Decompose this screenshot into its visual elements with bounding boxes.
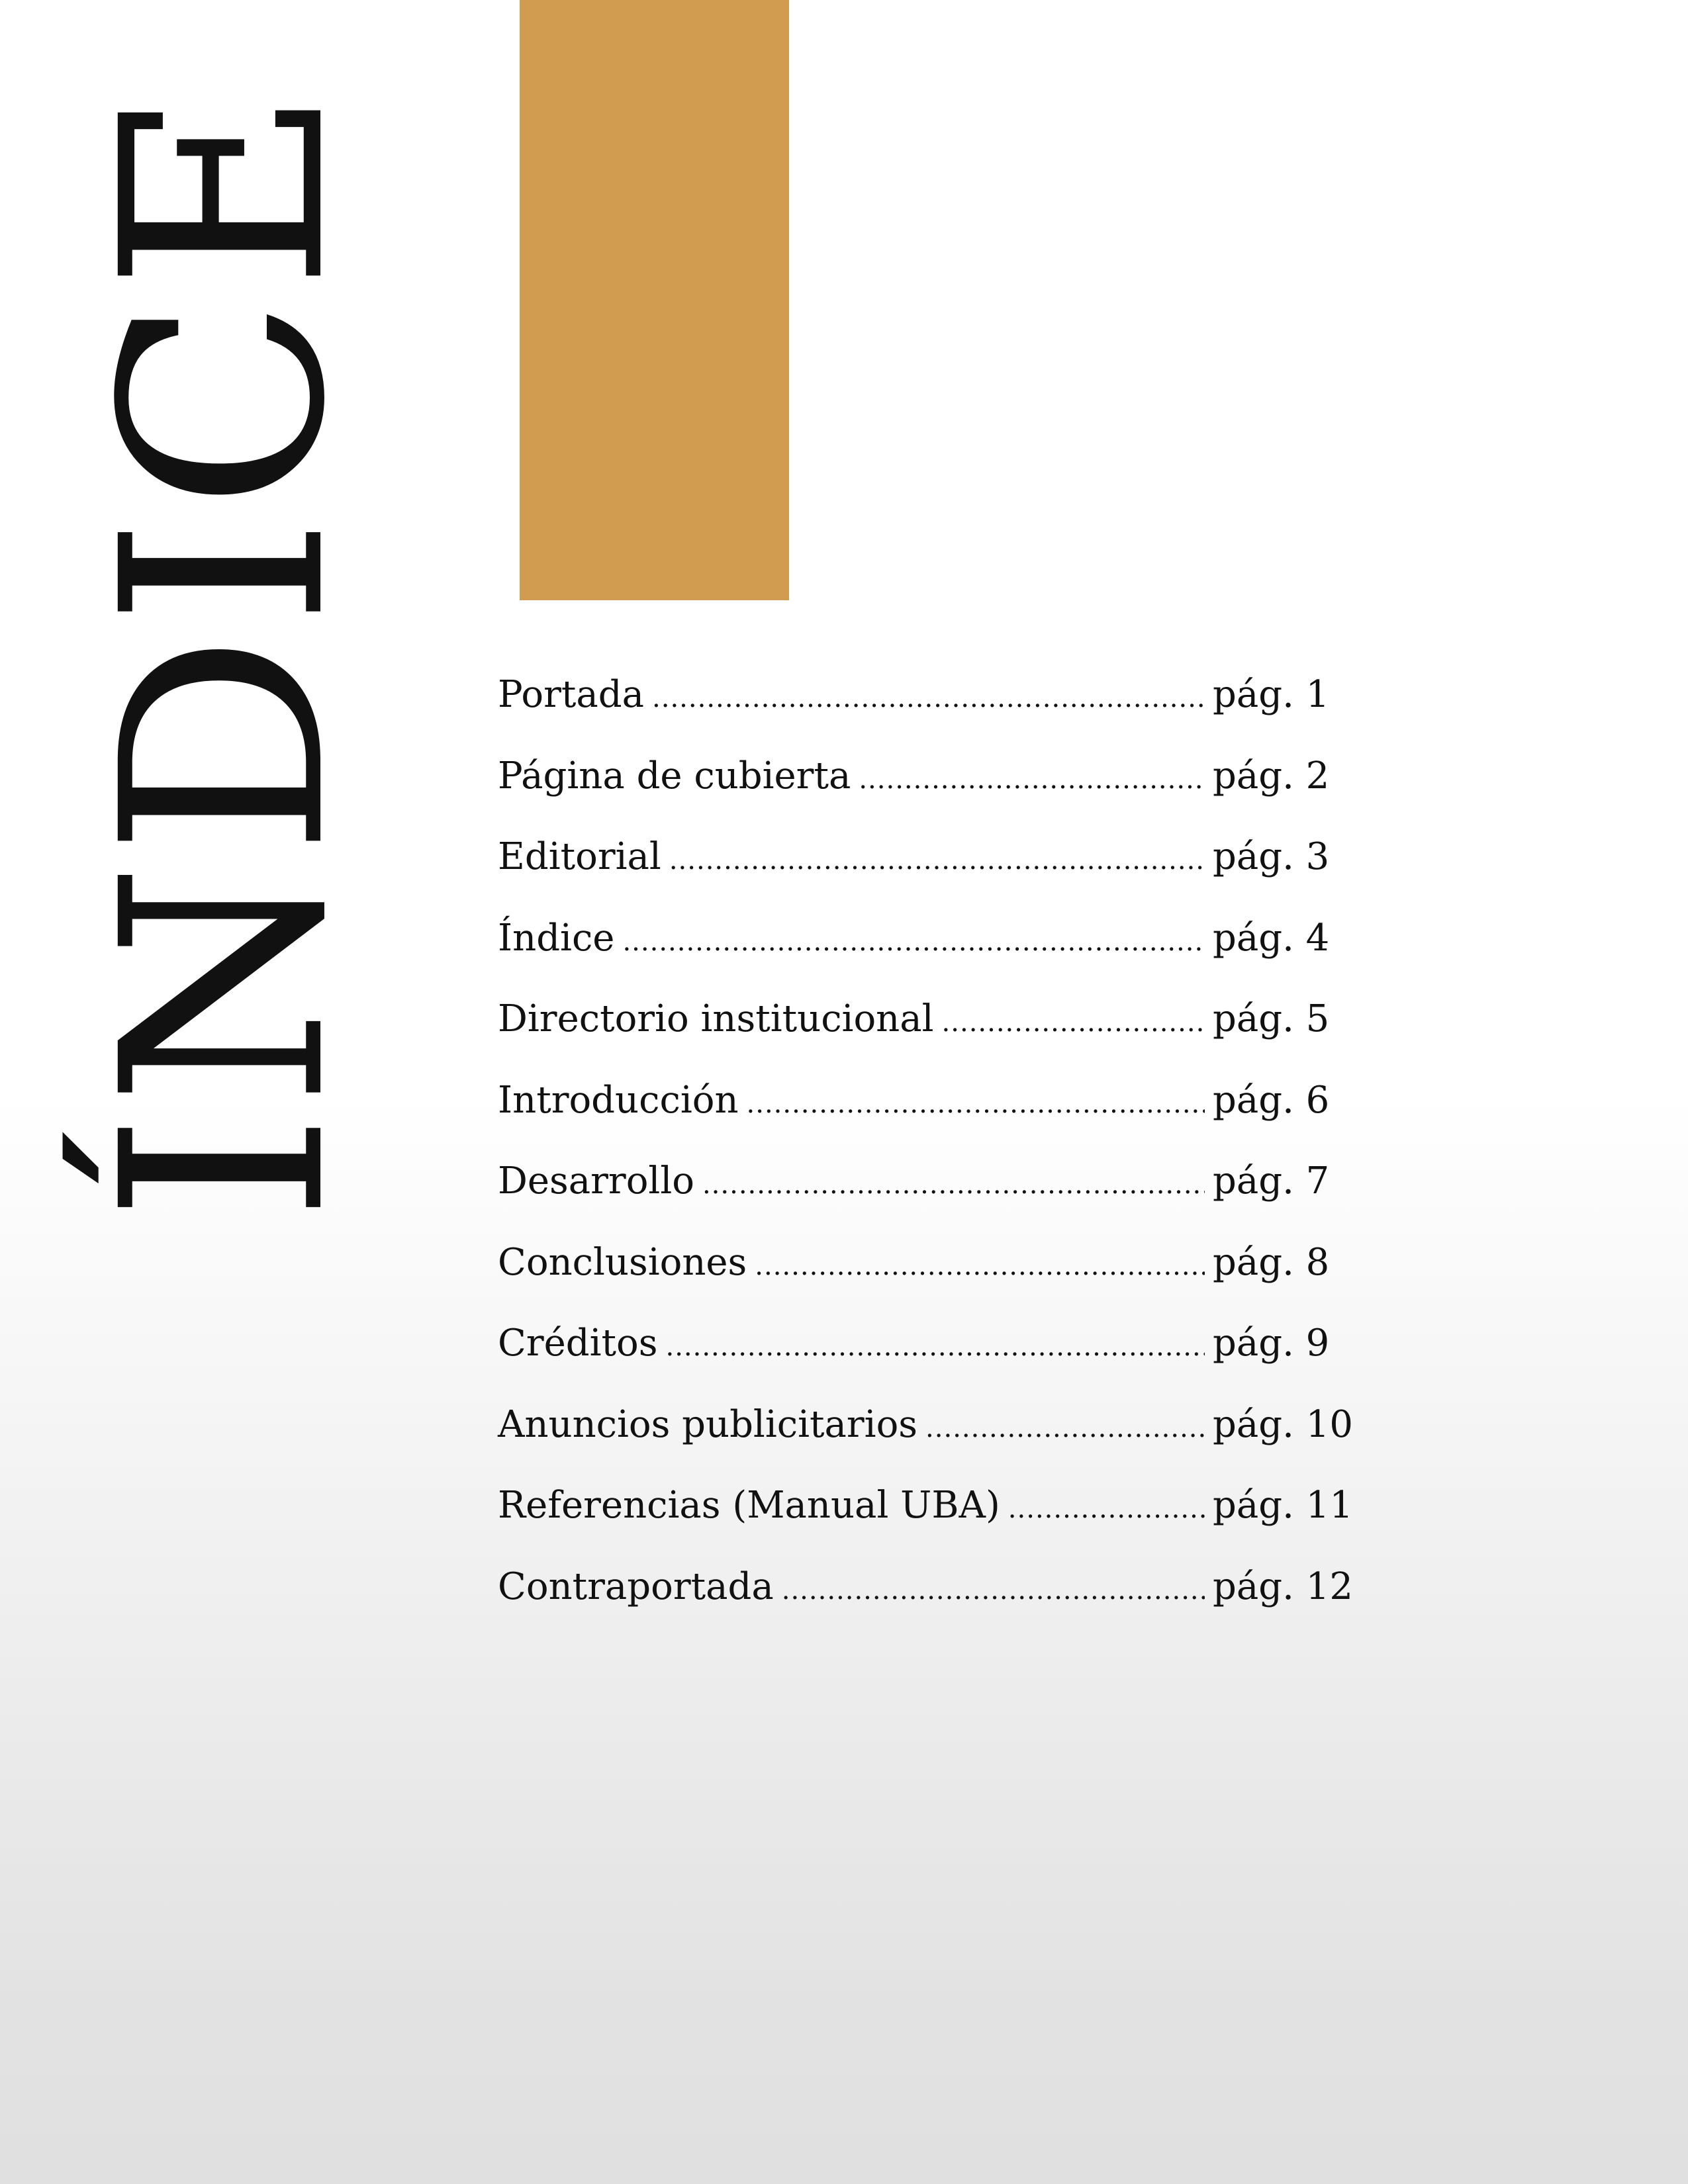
toc-dot-leader xyxy=(665,1317,1205,1377)
toc-entry-title: Directorio institucional xyxy=(498,997,934,1040)
toc-dot-leader xyxy=(942,993,1205,1052)
toc-entry-page: pág. 7 xyxy=(1213,1160,1330,1203)
toc-entry-title: Créditos xyxy=(498,1322,658,1365)
toc-entry-title: Anuncios publicitarios xyxy=(498,1402,918,1446)
toc-entry-creditos[interactable] xyxy=(498,1314,1330,1395)
page-title: ÍNDICE xyxy=(63,81,387,1223)
toc-entry-page: pág. 5 xyxy=(1213,997,1330,1040)
toc-dot-leader xyxy=(859,750,1205,809)
toc-entry-title: Introducción xyxy=(498,1078,739,1122)
toc-entry-page: pág. 1 xyxy=(1213,673,1330,716)
toc-entry-title: Índice xyxy=(498,916,615,960)
vertical-title-container xyxy=(60,81,391,1223)
toc-entry-title: Página de cubierta xyxy=(498,754,851,797)
toc-entry-page: pág. 4 xyxy=(1213,916,1330,960)
toc-entry-referencias[interactable] xyxy=(498,1476,1353,1557)
toc-entry-page: pág. 8 xyxy=(1213,1240,1330,1284)
toc-dot-leader xyxy=(1008,1479,1205,1539)
toc-dot-leader xyxy=(747,1074,1205,1134)
toc-entry-page: pág. 6 xyxy=(1213,1078,1330,1122)
toc-dot-leader xyxy=(925,1398,1205,1458)
toc-entry-page: pág. 10 xyxy=(1213,1402,1353,1446)
accent-bar xyxy=(520,0,789,600)
toc-entry-page: pág. 2 xyxy=(1213,754,1330,797)
toc-entry-desarrollo[interactable] xyxy=(498,1152,1330,1233)
toc-entry-editorial[interactable] xyxy=(498,827,1330,909)
toc-entry-anuncios-publicitarios[interactable] xyxy=(498,1395,1353,1477)
toc-dot-leader xyxy=(669,831,1205,890)
toc-dot-leader xyxy=(652,668,1205,728)
toc-entry-title: Editorial xyxy=(498,835,661,878)
toc-entry-conclusiones[interactable] xyxy=(498,1233,1330,1314)
toc-entry-page: pág. 12 xyxy=(1213,1565,1353,1608)
toc-entry-title: Desarrollo xyxy=(498,1160,694,1203)
toc-dot-leader xyxy=(782,1561,1205,1620)
toc-entry-pagina-de-cubierta[interactable] xyxy=(498,747,1330,828)
toc-dot-leader xyxy=(755,1236,1205,1296)
toc-entry-page: pág. 3 xyxy=(1213,835,1330,878)
toc-entry-title: Referencias (Manual UBA) xyxy=(498,1484,1000,1527)
toc-entry-contraportada[interactable] xyxy=(498,1557,1353,1639)
toc-entry-directorio-institucional[interactable] xyxy=(498,989,1330,1071)
toc-dot-leader xyxy=(622,912,1205,972)
toc-entry-title: Contraportada xyxy=(498,1565,774,1608)
toc-entry-page: pág. 9 xyxy=(1213,1322,1330,1365)
toc-dot-leader xyxy=(702,1155,1205,1214)
toc-entry-title: Portada xyxy=(498,673,645,716)
table-of-contents xyxy=(498,665,1353,1638)
toc-entry-page: pág. 11 xyxy=(1213,1484,1353,1527)
toc-entry-portada[interactable] xyxy=(498,665,1330,747)
toc-entry-introduccion[interactable] xyxy=(498,1071,1330,1152)
toc-entry-indice[interactable] xyxy=(498,909,1330,990)
toc-entry-title: Conclusiones xyxy=(498,1240,747,1284)
